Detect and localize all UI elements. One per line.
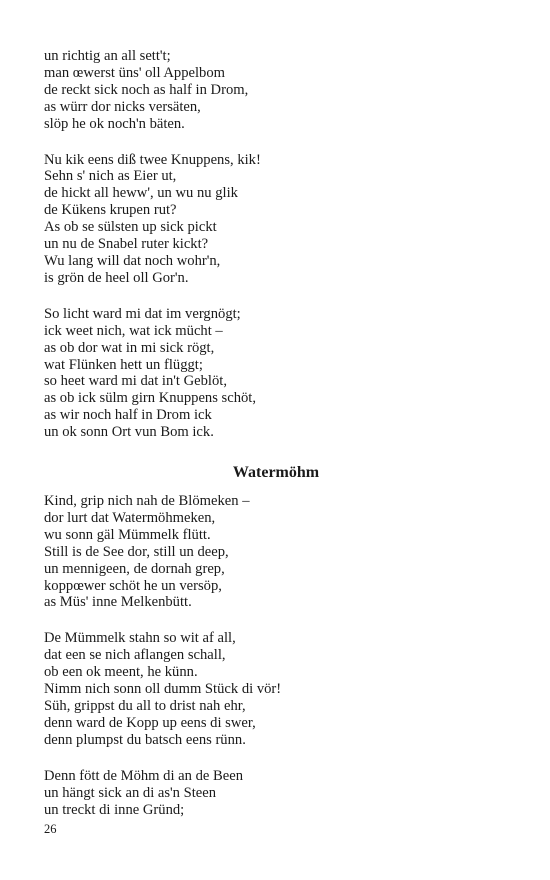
verse-line: as ob dor wat in mi sick rögt, [44,339,215,356]
verse-line: wu sonn gäl Mümmelk flütt. [44,526,211,543]
verse-line: As ob se sülsten up sick pickt [44,219,217,236]
verse-line: is grön de heel oll Gor'n. [44,269,189,286]
stanza [44,48,504,133]
verse-line: un nu de Snabel ruter kickt? [44,236,209,253]
verse-line: denn plumpst du batsch eens rünn. [44,731,246,748]
verse-line: so heet ward mi dat in't Geblöt, [44,373,227,390]
verse-line: dat een se nich aflangen schall, [44,647,226,664]
verse-line: dor lurt dat Watermöhmeken, [44,509,216,526]
verse-line: wat Flünken hett un flüggt; [44,356,203,373]
verse-line: slöp he ok noch'n bäten. [44,115,185,132]
verse-line: man œwerst üns' oll Appelbom [44,64,225,81]
verse-line: Süh, grippst du all to drist nah ehr, [44,698,246,714]
verse-line: De Mümmelk stahn so wit af all, [44,630,236,647]
verse-line: Denn fött de Möhm di an de Been [44,767,243,784]
verse-line: de Kükens krupen rut? [44,202,177,219]
poem-watermoehm [44,463,504,818]
verse-line: Sehn s' nich as Eier ut, [44,168,177,185]
verse-line: as ob ick sülm girn Knuppens schöt, [44,390,256,407]
verse-line: Still is de See dor, still un deep, [44,543,229,560]
verse-line: un treckt di inne Gründ; [44,801,185,818]
poem-title: Watermöhm [232,464,320,482]
verse-line: ob een ok meent, he künn. [44,664,198,681]
stanza [44,152,504,287]
page-number: 26 [44,822,57,836]
stanza [44,768,504,819]
stanza [44,306,504,441]
verse-line: as wir noch half in Drom ick [44,407,212,424]
verse-line: un hängt sick an di as'n Steen [44,784,217,801]
verse-line: Kind, grip nich nah de Blömeken – [44,493,250,510]
stanza [44,493,504,611]
verse-line: Nu kik eens diß twee Knuppens, kik! [44,151,261,168]
verse-line: un ok sonn Ort vun Bom ick. [44,424,214,441]
verse-line: un richtig an all sett't; [44,48,171,64]
verse-line: Wu lang will dat noch wohr'n, [44,252,221,269]
verse-line: as Müs' inne Melkenbütt. [44,594,192,611]
verse-line: ick weet nich, wat ick mücht – [44,322,223,339]
verse-line: as würr dor nicks versäten, [44,98,201,115]
verse-line: de reckt sick noch as half in Drom, [44,81,249,98]
verse-line: denn ward de Kopp up eens di swer, [44,714,256,731]
verse-line: koppœwer schöt he un versöp, [44,577,222,594]
stanza [44,630,504,748]
verse-line: So licht ward mi dat im vergnögt; [44,305,241,322]
verse-line: de hickt all heww', un wu nu glik [44,185,238,202]
verse-line: un mennigeen, de dornah grep, [44,560,225,577]
book-page [44,48,504,837]
verse-line: Nimm nich sonn oll dumm Stück di vör! [44,681,282,698]
poem-continued [44,48,504,441]
